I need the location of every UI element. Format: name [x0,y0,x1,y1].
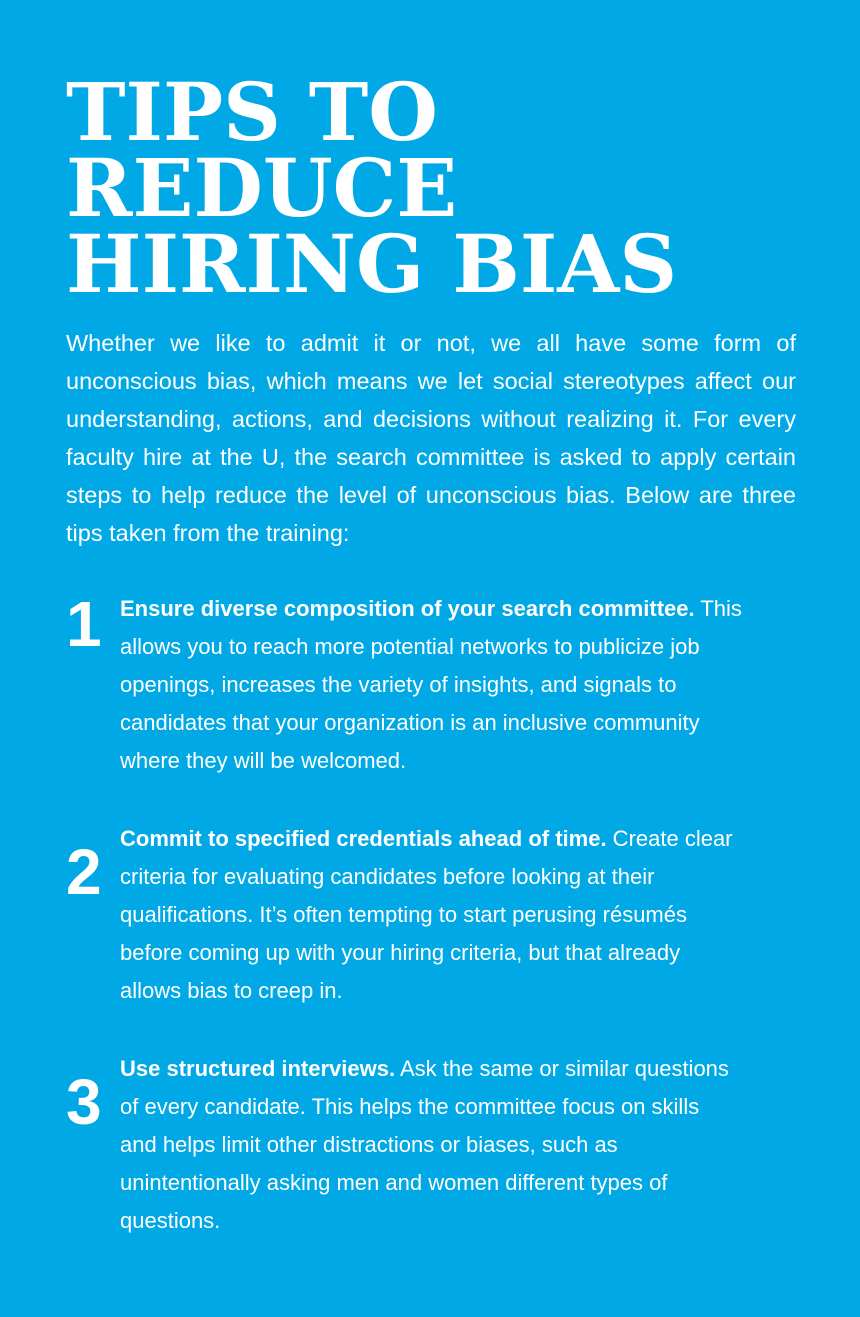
tip-lead: Use structured interviews. [120,1056,396,1081]
page-title [66,65,678,311]
intro-paragraph: Whether we like to admit it or not, we all have some form of unconscious bias, which means we let social stereotypes affect our understanding, actions, and decisions without realizing it. For every faculty hire at the U, the search committee is asked to apply certain steps to help reduce the level of unconscious bias. Below are three tips taken from the training: [66,330,796,546]
tip-lead: Commit to specified credentials ahead of time. [120,826,607,851]
tip-number: 2 [66,836,102,908]
tip-lead: Ensure diverse composition of your search committee. [120,596,695,621]
title-line-1: TIPS TO [66,65,438,159]
tip-body [120,1050,742,1240]
title-line-3: HIRING BIAS [66,217,678,311]
tip-number: 3 [66,1066,102,1138]
title-line-2: REDUCE [66,141,458,235]
tip-text: Ask the same or similar questions of every candidate. This helps the committee focus on skills and helps limit other distractions or biases, such as unintentionally asking men and women different types of questions. [120,1056,729,1233]
tip-number: 1 [66,588,102,660]
tip-text: This allows you to reach more potential networks to publicize job openings, increases the variety of insights, and signals to candidates that your organization is an inclusive community where they will be welcomed. [120,596,742,773]
tip-body [120,590,742,780]
tip-text: Create clear criteria for evaluating candidates before looking at their qualifications. It’s often tempting to start perusing résumés before coming up with your hiring criteria, but that already allows bias to creep in. [120,826,733,1003]
tip-body [120,820,742,1010]
